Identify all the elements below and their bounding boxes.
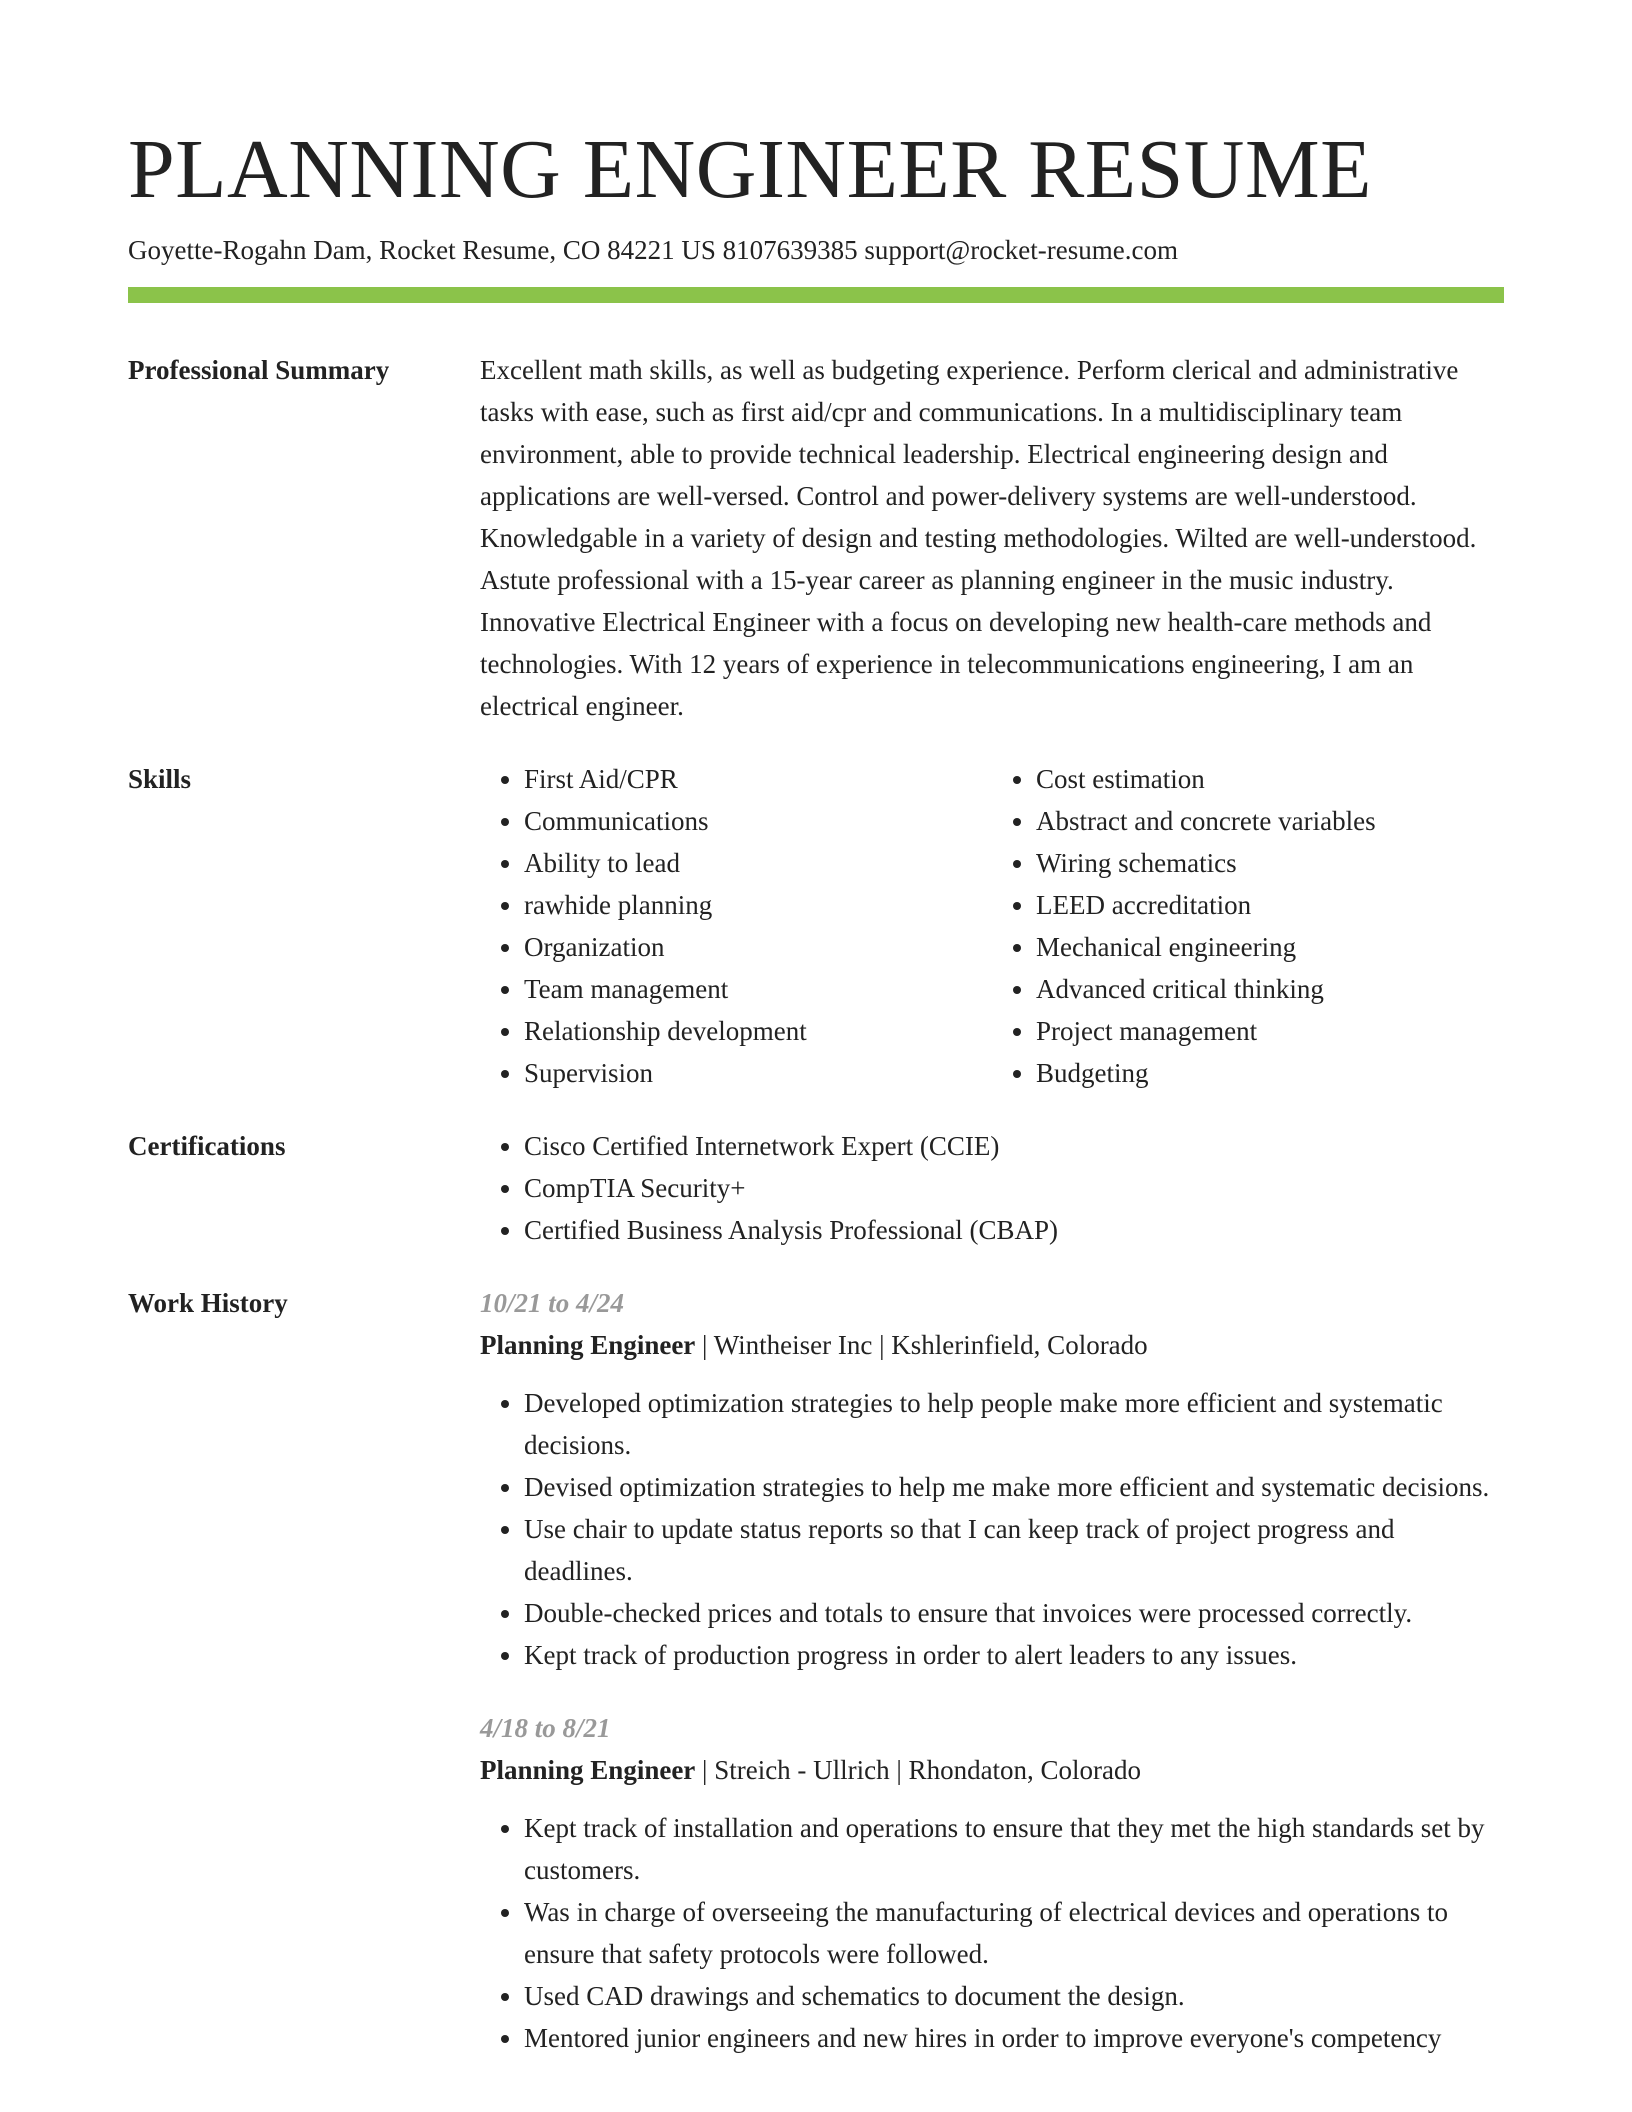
certifications-list <box>480 1125 1504 1251</box>
job-dates: 4/18 to 8/21 <box>480 1713 611 1743</box>
accent-divider <box>128 287 1504 303</box>
skills-section <box>128 758 1504 1094</box>
summary-text: Excellent math skills, as well as budgeting experience. Perform clerical and administrative tasks with ease, such as first aid/cpr and communications. In a multidisciplinary team environment, able to provide technical leadership. Electrical engineering design and applications are well-versed. Control and power-delivery systems are well-understood. Knowledgable in a variety of design and testing methodologies. Wilted are well-understood. Astute professional with a 15-year career as planning engineer in the music industry. Innovative Electrical Engineer with a focus on developing new health-care methods and technologies. With 12 years of experience in telecommunications engineering, I am an electrical engineer. <box>480 355 1477 721</box>
job-bullets <box>480 1382 1504 1676</box>
job-bullets <box>480 1807 1504 2059</box>
job-bullet: • Kept track of production progress in order to alert leaders to any issues. <box>524 1634 1504 1676</box>
work-history-label: Work History <box>128 1288 288 1318</box>
skill-item: • rawhide planning <box>524 884 992 926</box>
skill-item: • Team management <box>524 968 992 1010</box>
skill-item: • Wiring schematics <box>1036 842 1504 884</box>
skill-item: • Ability to lead <box>524 842 992 884</box>
skill-item: • Organization <box>524 926 992 968</box>
skill-item: • Communications <box>524 800 992 842</box>
skill-item: • Advanced critical thinking <box>1036 968 1504 1010</box>
work-history-section <box>128 1282 1504 2059</box>
certification-item: • Certified Business Analysis Professional (CBAP) <box>524 1209 1504 1251</box>
summary-section <box>128 349 1504 727</box>
skill-item: • Abstract and concrete variables <box>1036 800 1504 842</box>
job-bullet: • Was in charge of overseeing the manufacturing of electrical devices and operations to ensure that safety protocols were followed. <box>524 1891 1504 1975</box>
summary-label: Professional Summary <box>128 355 390 385</box>
job-bullet: • Devised optimization strategies to help me make more efficient and systematic decisions. <box>524 1466 1504 1508</box>
skills-list-right <box>992 758 1504 1094</box>
job-details: | Wintheiser Inc | Kshlerinfield, Colorado <box>695 1330 1148 1360</box>
certifications-label: Certifications <box>128 1131 286 1161</box>
job-bullet: • Developed optimization strategies to help people make more efficient and systematic decisions. <box>524 1382 1504 1466</box>
job-bullet: • Use chair to update status reports so that I can keep track of project progress and deadlines. <box>524 1508 1504 1592</box>
skills-label: Skills <box>128 764 192 794</box>
job-role: Planning Engineer <box>480 1755 696 1785</box>
job-bullet: • Kept track of installation and operations to ensure that they met the high standards set by customers. <box>524 1807 1504 1891</box>
certifications-section <box>128 1125 1504 1251</box>
job-bullet: • Used CAD drawings and schematics to document the design. <box>524 1975 1504 2017</box>
job-dates: 10/21 to 4/24 <box>480 1288 625 1318</box>
skill-item: • Budgeting <box>1036 1052 1504 1094</box>
skill-item: • Project management <box>1036 1010 1504 1052</box>
job-entry <box>480 1282 1504 1676</box>
job-entry <box>480 1707 1504 2059</box>
job-title-line <box>480 1324 1504 1366</box>
skill-item: • First Aid/CPR <box>524 758 992 800</box>
skill-item: • Mechanical engineering <box>1036 926 1504 968</box>
resume-page <box>128 120 1504 2059</box>
job-bullet: • Mentored junior engineers and new hires in order to improve everyone's competency <box>524 2017 1504 2059</box>
job-role: Planning Engineer <box>480 1330 696 1360</box>
resume-title: PLANNING ENGINEER RESUME <box>128 123 1372 216</box>
job-details: | Streich - Ullrich | Rhondaton, Colorado <box>695 1755 1142 1785</box>
skill-item: • Relationship development <box>524 1010 992 1052</box>
contact-line: Goyette-Rogahn Dam, Rocket Resume, CO 84221 US 8107639385 support@rocket-resume.com <box>128 235 1178 265</box>
skill-item: • Cost estimation <box>1036 758 1504 800</box>
certification-item: • Cisco Certified Internetwork Expert (CCIE) <box>524 1125 1504 1167</box>
job-bullet: • Double-checked prices and totals to ensure that invoices were processed correctly. <box>524 1592 1504 1634</box>
skill-item: • Supervision <box>524 1052 992 1094</box>
job-title-line <box>480 1749 1504 1791</box>
jobs-container <box>480 1282 1504 2059</box>
certification-item: • CompTIA Security+ <box>524 1167 1504 1209</box>
skill-item: • LEED accreditation <box>1036 884 1504 926</box>
skills-list-left <box>480 758 992 1094</box>
